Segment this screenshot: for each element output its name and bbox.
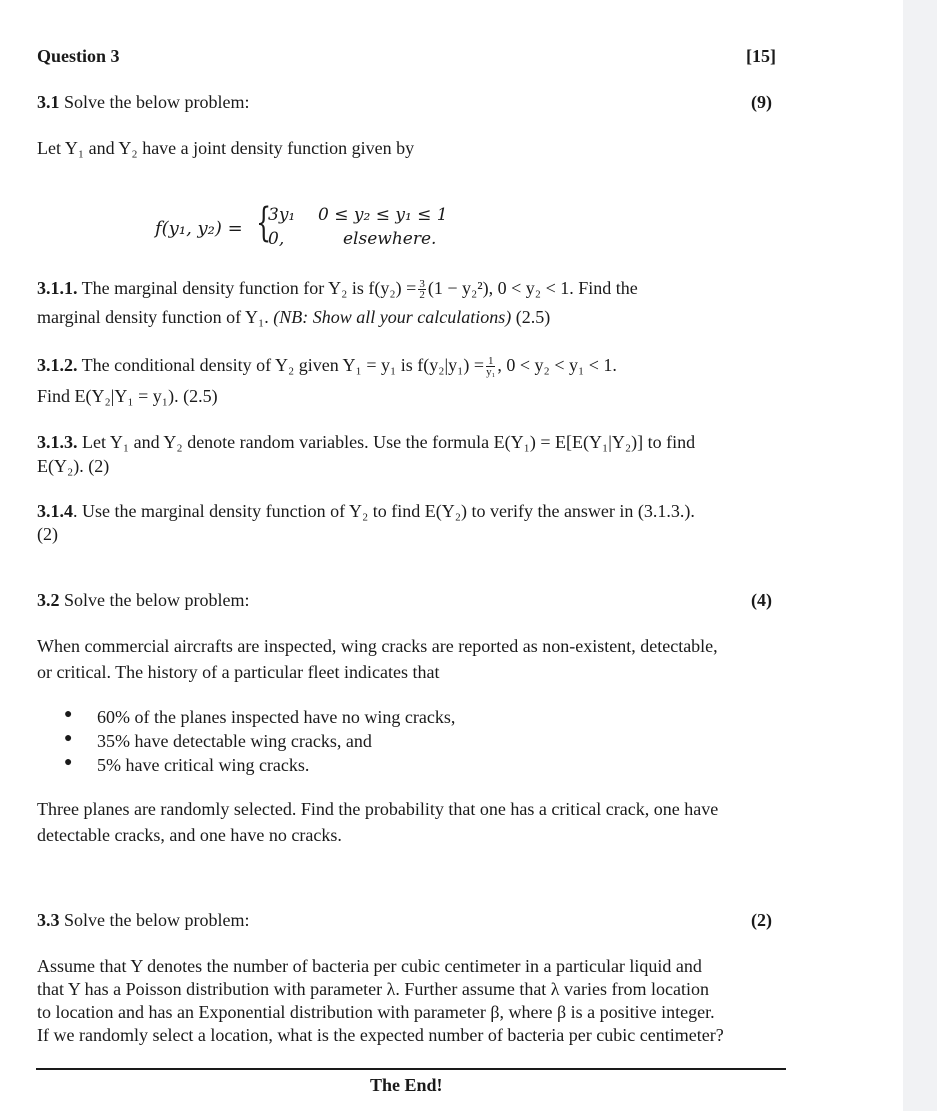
- section-3-1-marks: (9): [751, 92, 772, 112]
- section-3-2-para1-line2: or critical. The history of a particular fleet indicates that: [37, 662, 440, 682]
- section-3-1-intro: Let Y₁ and Y₂ have a joint density function given by: [37, 138, 415, 158]
- case1-condition: 0 ≤ y₂ ≤ y₁ ≤ 1: [318, 205, 448, 225]
- section-3-3-line2: that Y has a Poisson distribution with parameter λ. Further assume that λ varies from location: [37, 979, 709, 999]
- fraction-one-over-y1: $\frac{1}{\text{y₁}}$: [486, 355, 496, 379]
- fraction-three-halves: $\frac{3}{2}$: [419, 278, 425, 302]
- section-3-1-heading: 3.1 Solve the below problem:: [37, 92, 250, 112]
- question-3-1-4-line1: 3.1.4. Use the marginal density function of Y₂ to find E(Y₂) to verify the answer in (3.1.3.).: [37, 501, 695, 521]
- section-3-2-para2-line2: detectable cracks, and one have no cracks.: [37, 825, 342, 845]
- question-3-1-3-line1: 3.1.3. Let Y₁ and Y₂ denote random variables. Use the formula E(Y₁) = E[E(Y₁|Y₂)] to find: [37, 432, 696, 452]
- density-lhs: f(y₁, y₂) =: [155, 218, 243, 239]
- section-3-2-heading: 3.2 Solve the below problem:: [37, 590, 250, 610]
- list-item: 5% have critical wing cracks.: [97, 755, 310, 775]
- list-item: 60% of the planes inspected have no wing cracks,: [97, 707, 456, 727]
- case-brace: {: [256, 200, 272, 246]
- section-3-3-marks: (2): [751, 910, 772, 930]
- question-3-1-2-line2: Find E(Y₂|Y₁ = y₁). (2.5): [37, 386, 218, 406]
- question-3-1-3-line2: E(Y₂). (2): [37, 456, 110, 476]
- section-3-2-para2-line1: Three planes are randomly selected. Find the probability that one has a critical crack, one have: [37, 799, 719, 819]
- question-3-1-2-line1: 3.1.2. The conditional density of Y₂ given Y₁ = y₁ is f(y₂|y₁) = $\frac{1}{\text{y₁}}$ , 0 < y₂ < y₁ < 1.: [37, 355, 617, 379]
- side-gutter: [903, 0, 937, 1111]
- section-3-3-line4: If we randomly select a location, what is the expected number of bacteria per cubic centimeter?: [37, 1025, 724, 1045]
- section-3-3-heading: 3.3 Solve the below problem:: [37, 910, 250, 930]
- bullet-icon: ●: [64, 707, 73, 722]
- end-divider: [36, 1068, 786, 1070]
- case1-value: 3y₁: [268, 205, 296, 225]
- question-marks: [15]: [746, 46, 776, 66]
- end-text: The End!: [370, 1075, 443, 1095]
- question-3-1-1-line2: marginal density function of Y₁. (NB: Show all your calculations) (2.5): [37, 307, 551, 327]
- case2-value: 0,: [268, 229, 285, 249]
- bullet-icon: ●: [64, 731, 73, 746]
- question-3-1-1-line1: 3.1.1. The marginal density function for Y₂ is f(y₂) = $\frac{3}{2}$ (1 − y₂²), 0 < y₂ < 1. Find the: [37, 278, 638, 302]
- section-3-3-line3: to location and has an Exponential distribution with parameter β, where β is a positive integer.: [37, 1002, 715, 1022]
- case2-condition: elsewhere.: [343, 229, 437, 249]
- list-item: 35% have detectable wing cracks, and: [97, 731, 372, 751]
- bullet-icon: ●: [64, 755, 73, 770]
- section-3-2-para1-line1: When commercial aircrafts are inspected, wing cracks are reported as non-existent, detectable,: [37, 636, 718, 656]
- section-3-2-marks: (4): [751, 590, 772, 610]
- question-title: Question 3: [37, 46, 120, 66]
- question-3-1-4-line2: (2): [37, 524, 58, 544]
- section-3-3-line1: Assume that Y denotes the number of bacteria per cubic centimeter in a particular liquid and: [37, 956, 702, 976]
